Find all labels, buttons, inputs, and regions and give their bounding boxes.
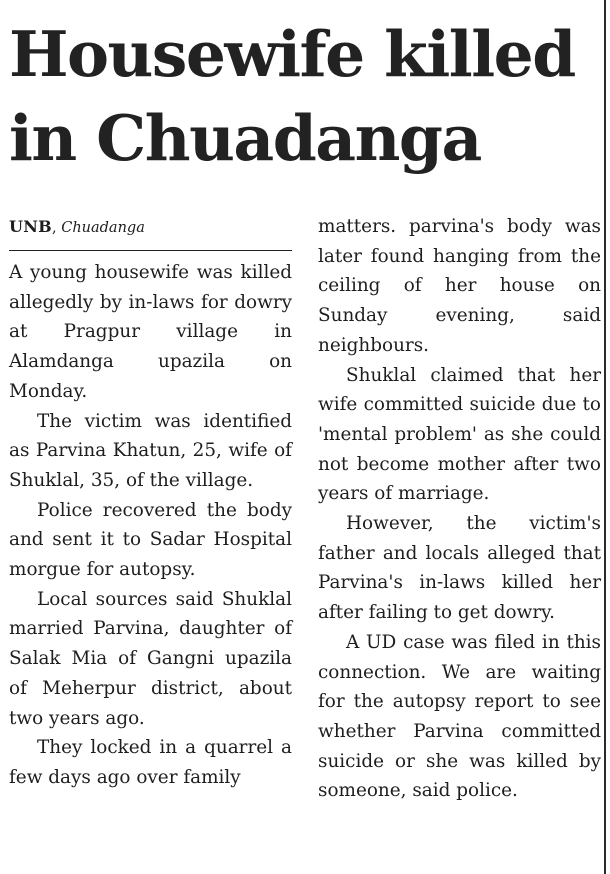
paragraph: They locked in a quarrel a few days ago over family — [9, 737, 292, 788]
byline-separator: , — [52, 220, 57, 236]
column-left — [9, 212, 292, 806]
paragraph: A UD case was filed in this connection. We are waiting for the autopsy report to see whether Parvina committed suicide or she was killed by someone, said police. — [318, 631, 601, 802]
column-right — [318, 212, 601, 806]
paragraph: Police recovered the body and sent it to Sadar Hospital morgue for autopsy. — [9, 499, 292, 581]
paragraph: matters. parvina's body was later found hanging from the ceiling of her house on Sunday evening, said neighbours. — [318, 216, 601, 356]
paragraph: The victim was identified as Parvina Khatun, 25, wife of Shuklal, 35, of the village. — [9, 410, 292, 491]
column-rule — [604, 0, 606, 874]
paragraph: A young housewife was killed allegedly by in-laws for dowry at Pragpur village in Alamdanga upazila on Monday. — [9, 262, 292, 402]
byline-agency: UNB — [9, 217, 53, 236]
byline-location: Chuadanga — [61, 220, 145, 236]
paragraph: Local sources said Shuklal married Parvina, daughter of Salak Mia of Gangni upazila of Meherpur district, about two years ago. — [9, 588, 292, 729]
article-body — [9, 212, 601, 806]
paragraph: However, the victim's father and locals alleged that Parvina's in-laws killed her after failing to get dowry. — [318, 513, 601, 624]
headline: Housewife killed in Chuadanga — [9, 17, 575, 175]
paragraph: Shuklal claimed that her wife committed suicide due to 'mental problem' as she could not become mother after two years of marriage. — [318, 364, 601, 505]
byline — [9, 212, 292, 251]
